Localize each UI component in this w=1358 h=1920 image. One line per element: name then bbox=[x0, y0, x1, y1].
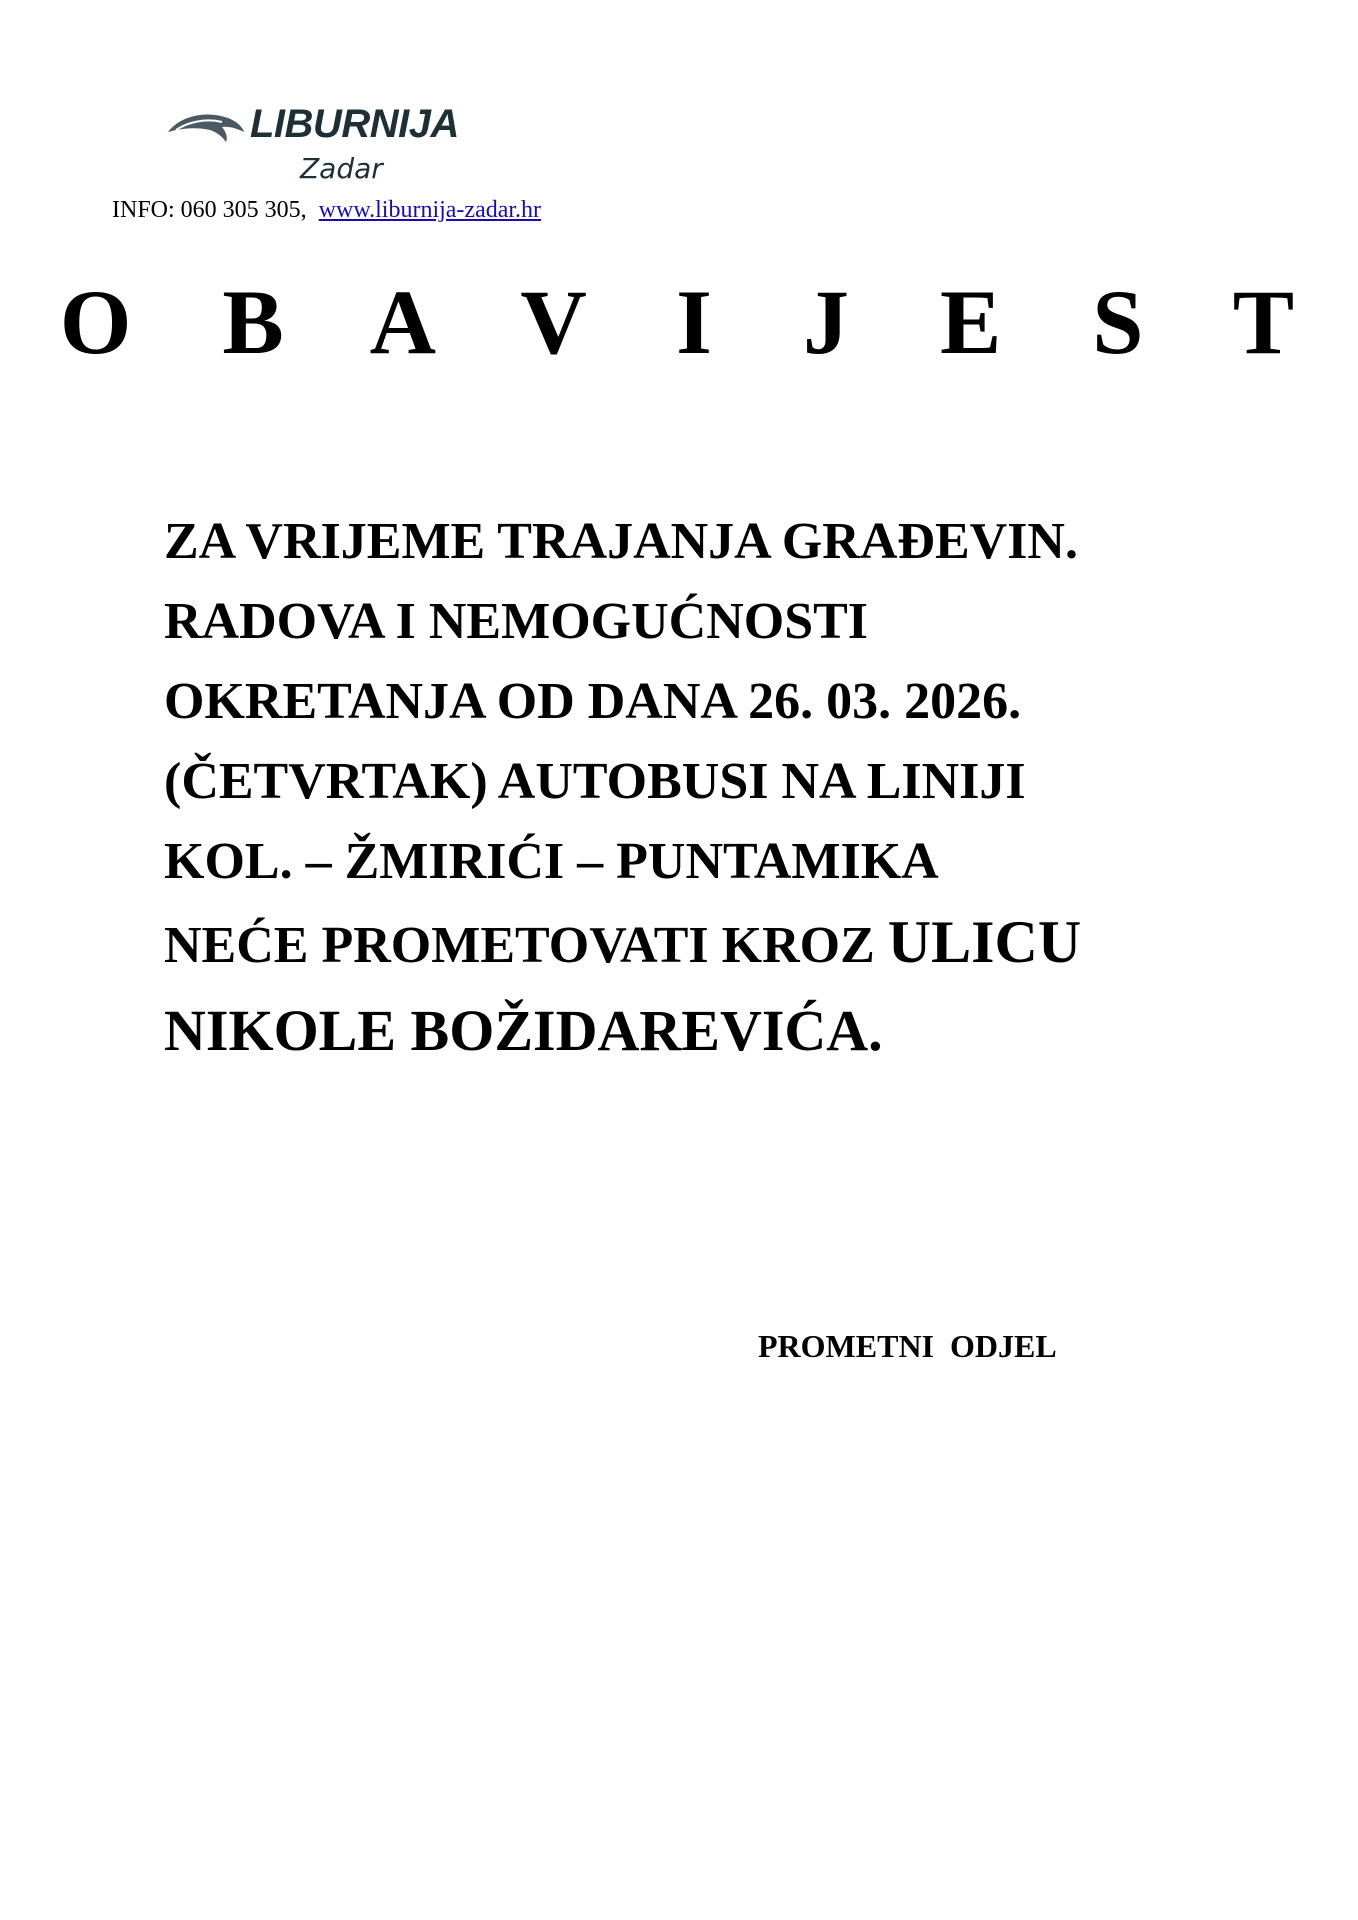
logo-wordmark: LIBURNIJA bbox=[250, 102, 459, 146]
liburnija-logo bbox=[166, 100, 466, 190]
notice-line-3: OKRETANJA OD DANA 26. 03. 2026. bbox=[164, 673, 1022, 730]
info-line bbox=[112, 196, 541, 224]
notice-body bbox=[164, 502, 1264, 1076]
notice-line-6 bbox=[164, 902, 1264, 986]
dolphin-icon bbox=[166, 106, 246, 146]
notice-line-6-street: ULICU bbox=[887, 909, 1082, 975]
notice-line-6-text: NEĆE PROMETOVATI KROZ bbox=[164, 917, 875, 974]
notice-line-2: RADOVA I NEMOGUĆNOSTI bbox=[164, 593, 869, 650]
info-phone: INFO: 060 305 305, bbox=[112, 197, 307, 223]
logo-city: Zadar bbox=[300, 152, 383, 185]
signature: PROMETNI ODJEL bbox=[758, 1328, 1057, 1364]
notice-line-5: KOL. – ŽMIRIĆI – PUNTAMIKA bbox=[164, 833, 939, 890]
notice-line-4: (ČETVRTAK) AUTOBUSI NA LINIJI bbox=[164, 753, 1026, 810]
notice-title: O B A V I J E S T bbox=[59, 271, 1329, 373]
website-link[interactable]: www.liburnija-zadar.hr bbox=[318, 197, 542, 223]
notice-line-7: NIKOLE BOŽIDAREVIĆA. bbox=[164, 998, 883, 1063]
notice-line-1: ZA VRIJEME TRAJANJA GRAĐEVIN. bbox=[164, 513, 1078, 570]
